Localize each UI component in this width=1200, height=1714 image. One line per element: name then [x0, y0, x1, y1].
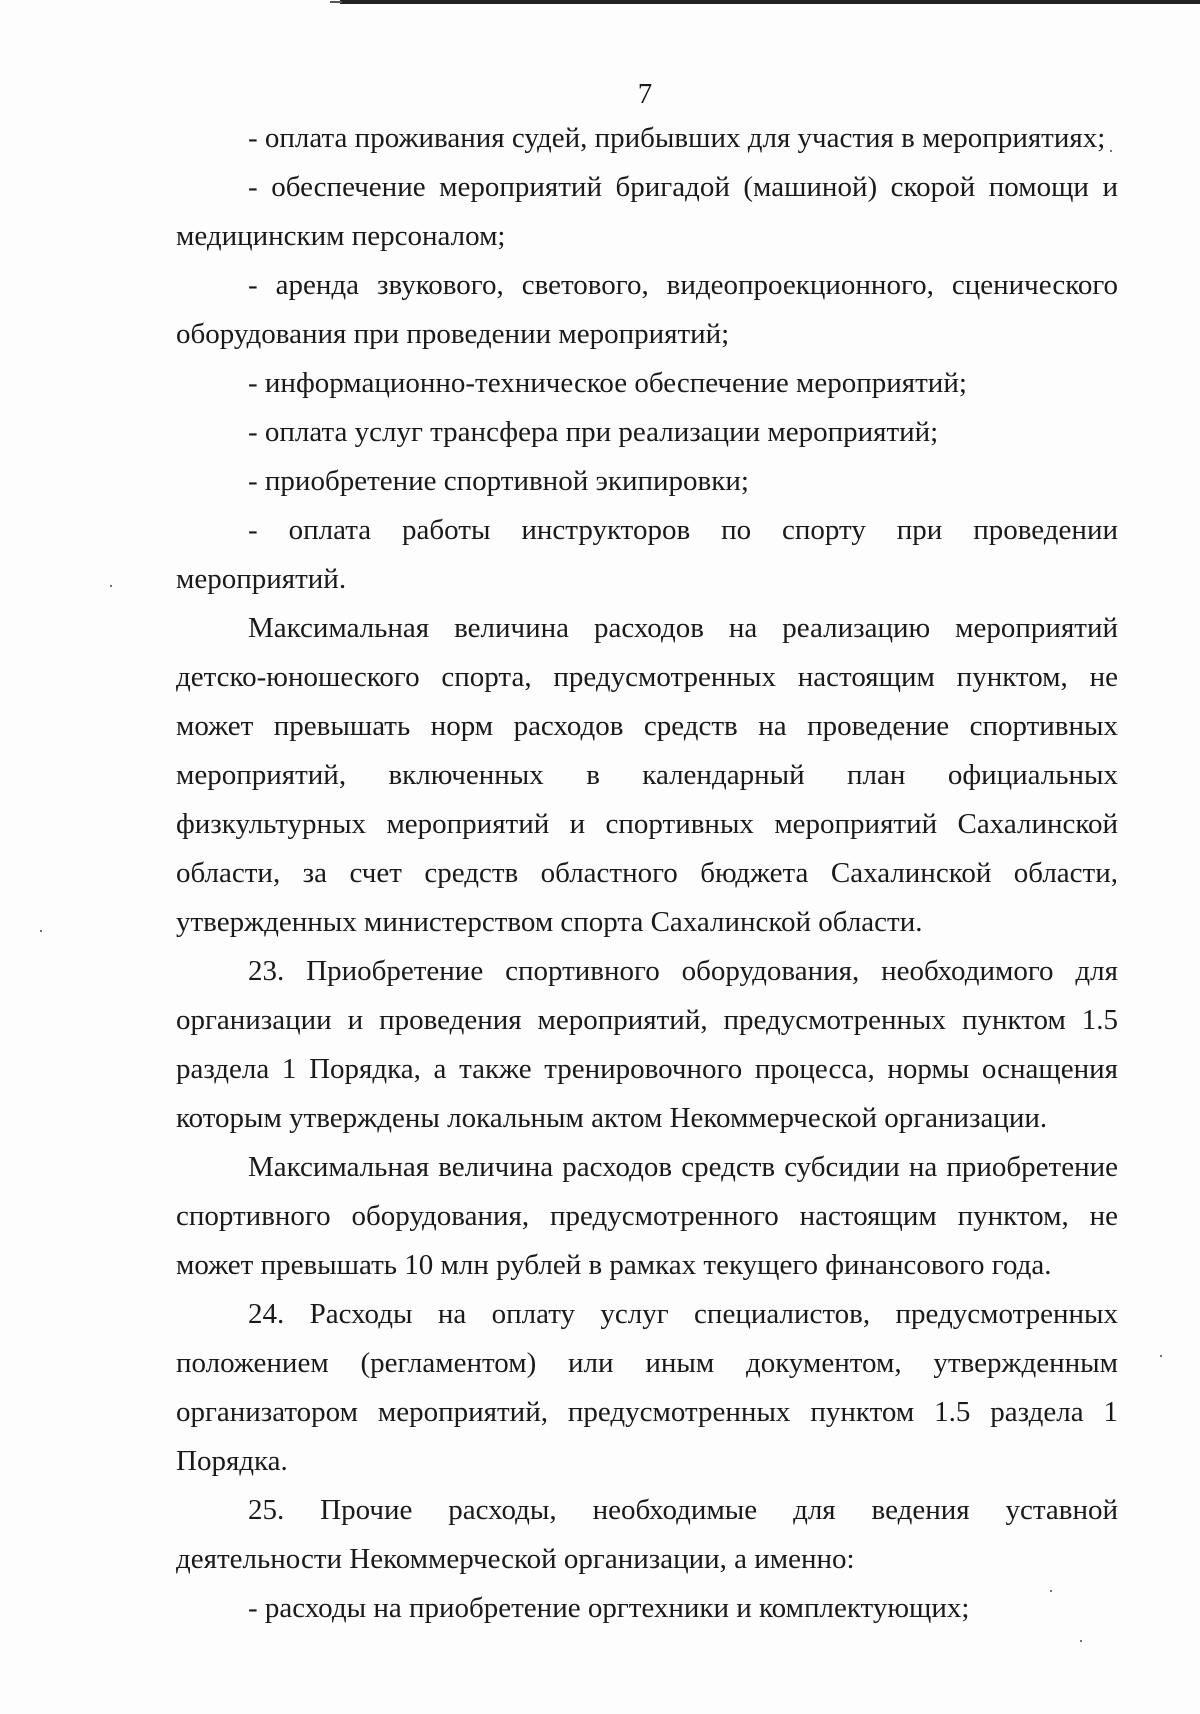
page-number: 7	[637, 78, 653, 110]
scan-speck	[1080, 1640, 1082, 1642]
top-edge-line	[340, 0, 1200, 4]
scan-speck	[110, 585, 112, 587]
top-edge-mark	[330, 1, 342, 3]
scan-speck	[1110, 150, 1112, 152]
paragraph-it-support: - информационно-техническое обеспечение мероприятий;	[248, 367, 967, 399]
paragraph-sports-gear: - приобретение спортивной экипировки;	[248, 465, 749, 497]
paragraph-item-23: 23. Приобретение спортивного оборудования, необходимого для организации и проведения мероприятий, предусмотренных пунктом 1.5 раздела 1 Порядка, а также тренировочного процесса, нормы оснащения которым утверждены локальным актом Некоммерческой организации.	[176, 955, 1118, 1134]
paragraph-office-equipment: - расходы на приобретение оргтехники и комплектующих;	[248, 1592, 970, 1624]
paragraph-item-25: 25. Прочие расходы, необходимые для ведения уставной деятельности Некоммерческой организации, а именно:	[176, 1494, 1118, 1575]
paragraph-instructors: - оплата работы инструкторов по спорту при проведении мероприятий.	[176, 514, 1118, 595]
scan-speck	[1050, 1590, 1052, 1592]
scan-speck	[1160, 1355, 1162, 1357]
paragraph-item-24: 24. Расходы на оплату услуг специалистов, предусмотренных положением (регламентом) или иным документом, утвержденным организатором мероприятий, предусмотренных пунктом 1.5 раздела 1 Порядка.	[176, 1298, 1118, 1477]
document-body	[176, 114, 1118, 1633]
paragraph-equipment-rental: - аренда звукового, светового, видеопроекционного, сценического оборудования при проведении мероприятий;	[176, 269, 1118, 350]
paragraph-transfer: - оплата услуг трансфера при реализации мероприятий;	[248, 416, 939, 448]
paragraph-max-expenses-youth-sport: Максимальная величина расходов на реализацию мероприятий детско-юношеского спорта, предусмотренных настоящим пунктом, не может превышать норм расходов средств на проведение спортивных мероприятий, включенных в календарный план официальных физкультурных мероприятий и спортивных мероприятий Сахалинской области, за счет средств областного бюджета Сахалинской области, утвержденных министерством спорта Сахалинской области.	[176, 612, 1118, 938]
paragraph-judges-accommodation: - оплата проживания судей, прибывших для участия в мероприятиях;	[248, 122, 1106, 154]
paragraph-max-expenses-equipment: Максимальная величина расходов средств субсидии на приобретение спортивного оборудования, предусмотренного настоящим пунктом, не может превышать 10 млн рублей в рамках текущего финансового года.	[176, 1151, 1118, 1281]
scan-speck	[40, 930, 42, 932]
paragraph-ambulance: - обеспечение мероприятий бригадой (машиной) скорой помощи и медицинским персоналом;	[176, 171, 1118, 252]
